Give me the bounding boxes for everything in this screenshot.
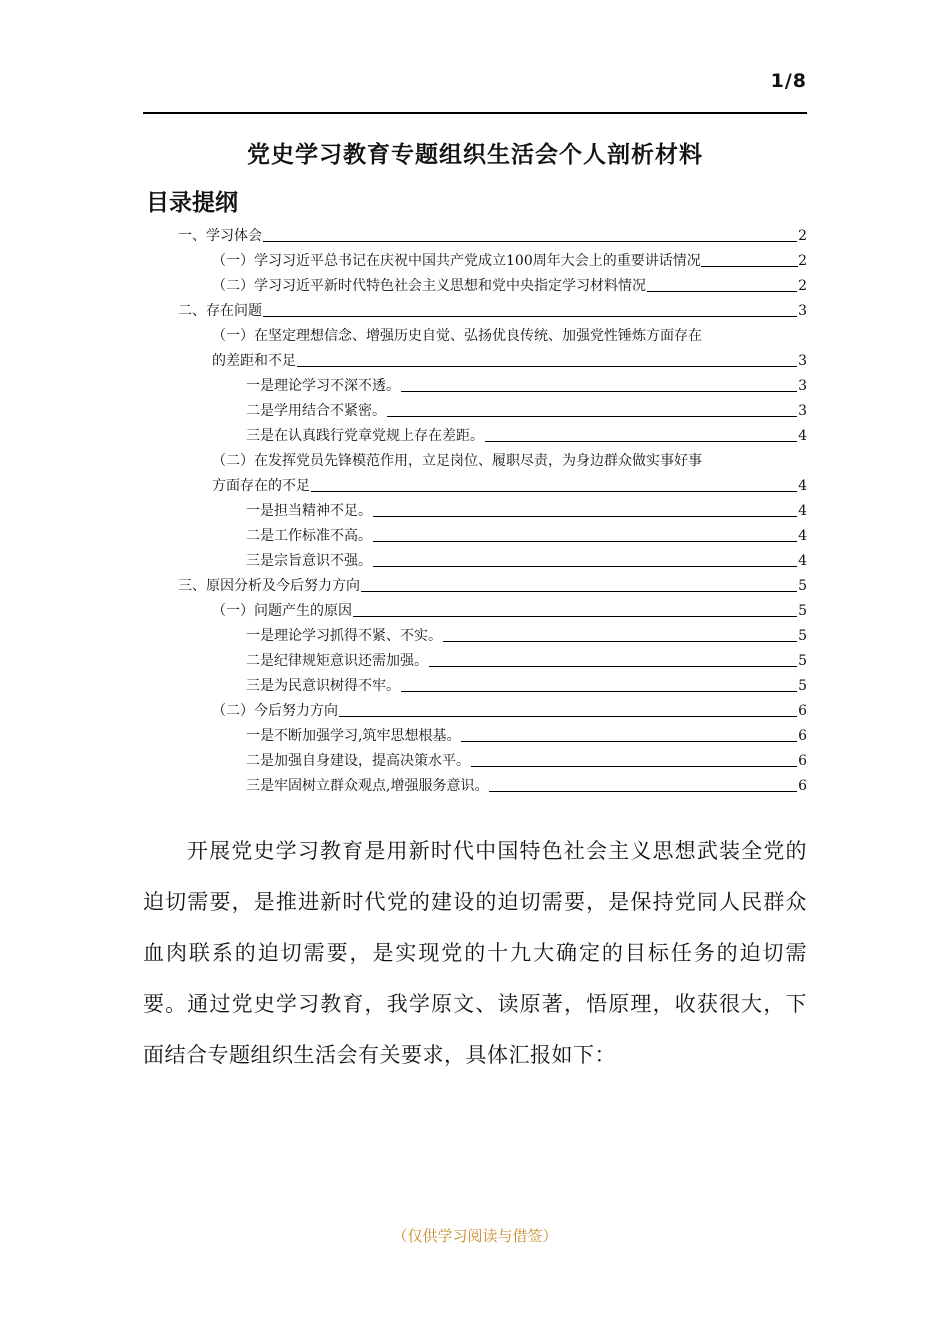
toc-entry[interactable]	[246, 626, 807, 646]
toc-entry-page: 4	[798, 528, 807, 544]
toc-leader	[373, 566, 797, 567]
toc-entry-text: （二）今后努力方向	[212, 703, 338, 719]
toc-entry[interactable]	[178, 301, 807, 321]
toc-entry-page: 6	[798, 753, 807, 769]
toc-leader	[373, 541, 797, 542]
toc-entry-text: 三、原因分析及今后努力方向	[178, 578, 360, 594]
toc-entry-page: 4	[798, 553, 807, 569]
toc-entry[interactable]	[212, 251, 807, 271]
toc-leader	[443, 641, 797, 642]
toc-entry-text: 的差距和不足	[212, 353, 296, 369]
toc-entry-first-line: （二）在发挥党员先锋模范作用，立足岗位、履职尽责，为身边群众做实事好事	[212, 453, 702, 469]
toc-entry[interactable]	[212, 701, 807, 721]
toc-leader	[701, 266, 798, 267]
toc-entry-page: 2	[798, 228, 807, 244]
toc-entry[interactable]	[212, 276, 807, 296]
page-number: 1/8	[770, 70, 807, 92]
toc-entry-first-line: （一）在坚定理想信念、增强历史自觉、弘扬优良传统、加强党性锤炼方面存在	[212, 328, 702, 344]
toc-entry[interactable]	[212, 601, 807, 621]
toc-leader	[353, 616, 797, 617]
toc-entry-text: 二是加强自身建设，提高决策水平。	[246, 753, 470, 769]
toc-leader	[387, 416, 797, 417]
toc-leader	[263, 316, 797, 317]
toc-leader	[373, 516, 797, 517]
toc-leader	[471, 766, 797, 767]
toc-entry[interactable]	[246, 726, 807, 746]
toc-leader	[361, 591, 797, 592]
toc-entry-text: 二、存在问题	[178, 303, 262, 319]
toc-entry-page: 5	[798, 678, 807, 694]
toc-entry-page: 2	[798, 278, 807, 294]
toc-leader	[461, 741, 797, 742]
toc-entry-page: 2	[798, 253, 807, 269]
toc-entry-page: 4	[798, 503, 807, 519]
toc-entry[interactable]	[246, 651, 807, 671]
toc-heading: 目录提纲	[146, 190, 238, 216]
toc-entry-page: 3	[798, 378, 807, 394]
toc-entry[interactable]	[246, 376, 807, 396]
toc-leader	[429, 666, 797, 667]
toc-entry[interactable]	[178, 226, 807, 246]
toc-entry-text: 一是理论学习不深不透。	[246, 378, 400, 394]
toc-entry[interactable]	[246, 551, 807, 571]
toc-entry-page: 5	[798, 603, 807, 619]
toc-entry[interactable]	[246, 501, 807, 521]
toc-entry-text: 三是宗旨意识不强。	[246, 553, 372, 569]
toc-entry[interactable]	[212, 476, 807, 496]
toc-entry-text: 一是担当精神不足。	[246, 503, 372, 519]
toc-entry-page: 6	[798, 728, 807, 744]
toc-leader	[311, 491, 797, 492]
toc-entry-text: 三是牢固树立群众观点,增强服务意识。	[246, 778, 489, 794]
toc-leader	[489, 791, 797, 792]
toc-entry-page: 4	[798, 478, 807, 494]
toc-entry-text: （一）问题产生的原因	[212, 603, 352, 619]
toc-entry-text: 二是学用结合不紧密。	[246, 403, 386, 419]
toc-entry-page: 3	[798, 303, 807, 319]
toc-entry[interactable]	[246, 526, 807, 546]
toc-entry-text: 二是纪律规矩意识还需加强。	[246, 653, 428, 669]
toc-entry[interactable]	[212, 351, 807, 371]
header-rule	[143, 112, 807, 114]
footer-note: （仅供学习阅读与借签）	[392, 1227, 558, 1245]
toc-entry[interactable]	[246, 676, 807, 696]
toc-entry-text: （一）学习习近平总书记在庆祝中国共产党成立100周年大会上的重要讲话情况	[212, 253, 701, 269]
toc-entry-text: 方面存在的不足	[212, 478, 310, 494]
document-title: 党史学习教育专题组织生活会个人剖析材料	[247, 142, 703, 168]
toc-entry[interactable]	[246, 401, 807, 421]
toc-leader	[401, 691, 797, 692]
toc-entry-text: 二是工作标准不高。	[246, 528, 372, 544]
toc-entry-page: 5	[798, 628, 807, 644]
toc-leader	[297, 366, 797, 367]
toc-entry[interactable]	[246, 776, 807, 796]
toc-leader	[485, 441, 797, 442]
toc-leader	[401, 391, 797, 392]
toc-entry-text: 三是为民意识树得不牢。	[246, 678, 400, 694]
toc-entry-page: 5	[798, 653, 807, 669]
toc-entry-text: 三是在认真践行党章党规上存在差距。	[246, 428, 484, 444]
toc-entry-page: 3	[798, 403, 807, 419]
toc-entry-page: 6	[798, 703, 807, 719]
toc-leader	[647, 291, 797, 292]
toc-entry-text: （二）学习习近平新时代特色社会主义思想和党中央指定学习材料情况	[212, 278, 646, 294]
toc-entry[interactable]	[246, 426, 807, 446]
toc-entry-text: 一、学习体会	[178, 228, 262, 244]
toc-entry-text: 一是理论学习抓得不紧、不实。	[246, 628, 442, 644]
toc-leader	[263, 241, 797, 242]
toc-entry-text: 一是不断加强学习,筑牢思想根基。	[246, 728, 461, 744]
toc-entry[interactable]	[178, 576, 807, 596]
toc-entry-page: 3	[798, 353, 807, 369]
toc-leader	[339, 716, 797, 717]
toc-entry-page: 5	[798, 578, 807, 594]
toc-entry[interactable]	[246, 751, 807, 771]
toc-entry-page: 6	[798, 778, 807, 794]
toc-entry-page: 4	[798, 428, 807, 444]
body-paragraph: 开展党史学习教育是用新时代中国特色社会主义思想武装全党的迫切需要，是推进新时代党的建设的迫切需要，是保持党同人民群众血肉联系的迫切需要，是实现党的十九大确定的目标任务的迫切需要。通过党史学习教育，我学原文、读原著，悟原理，收获很大，下面结合专题组织生活会有关要求，具体汇报如下：	[143, 839, 807, 1067]
